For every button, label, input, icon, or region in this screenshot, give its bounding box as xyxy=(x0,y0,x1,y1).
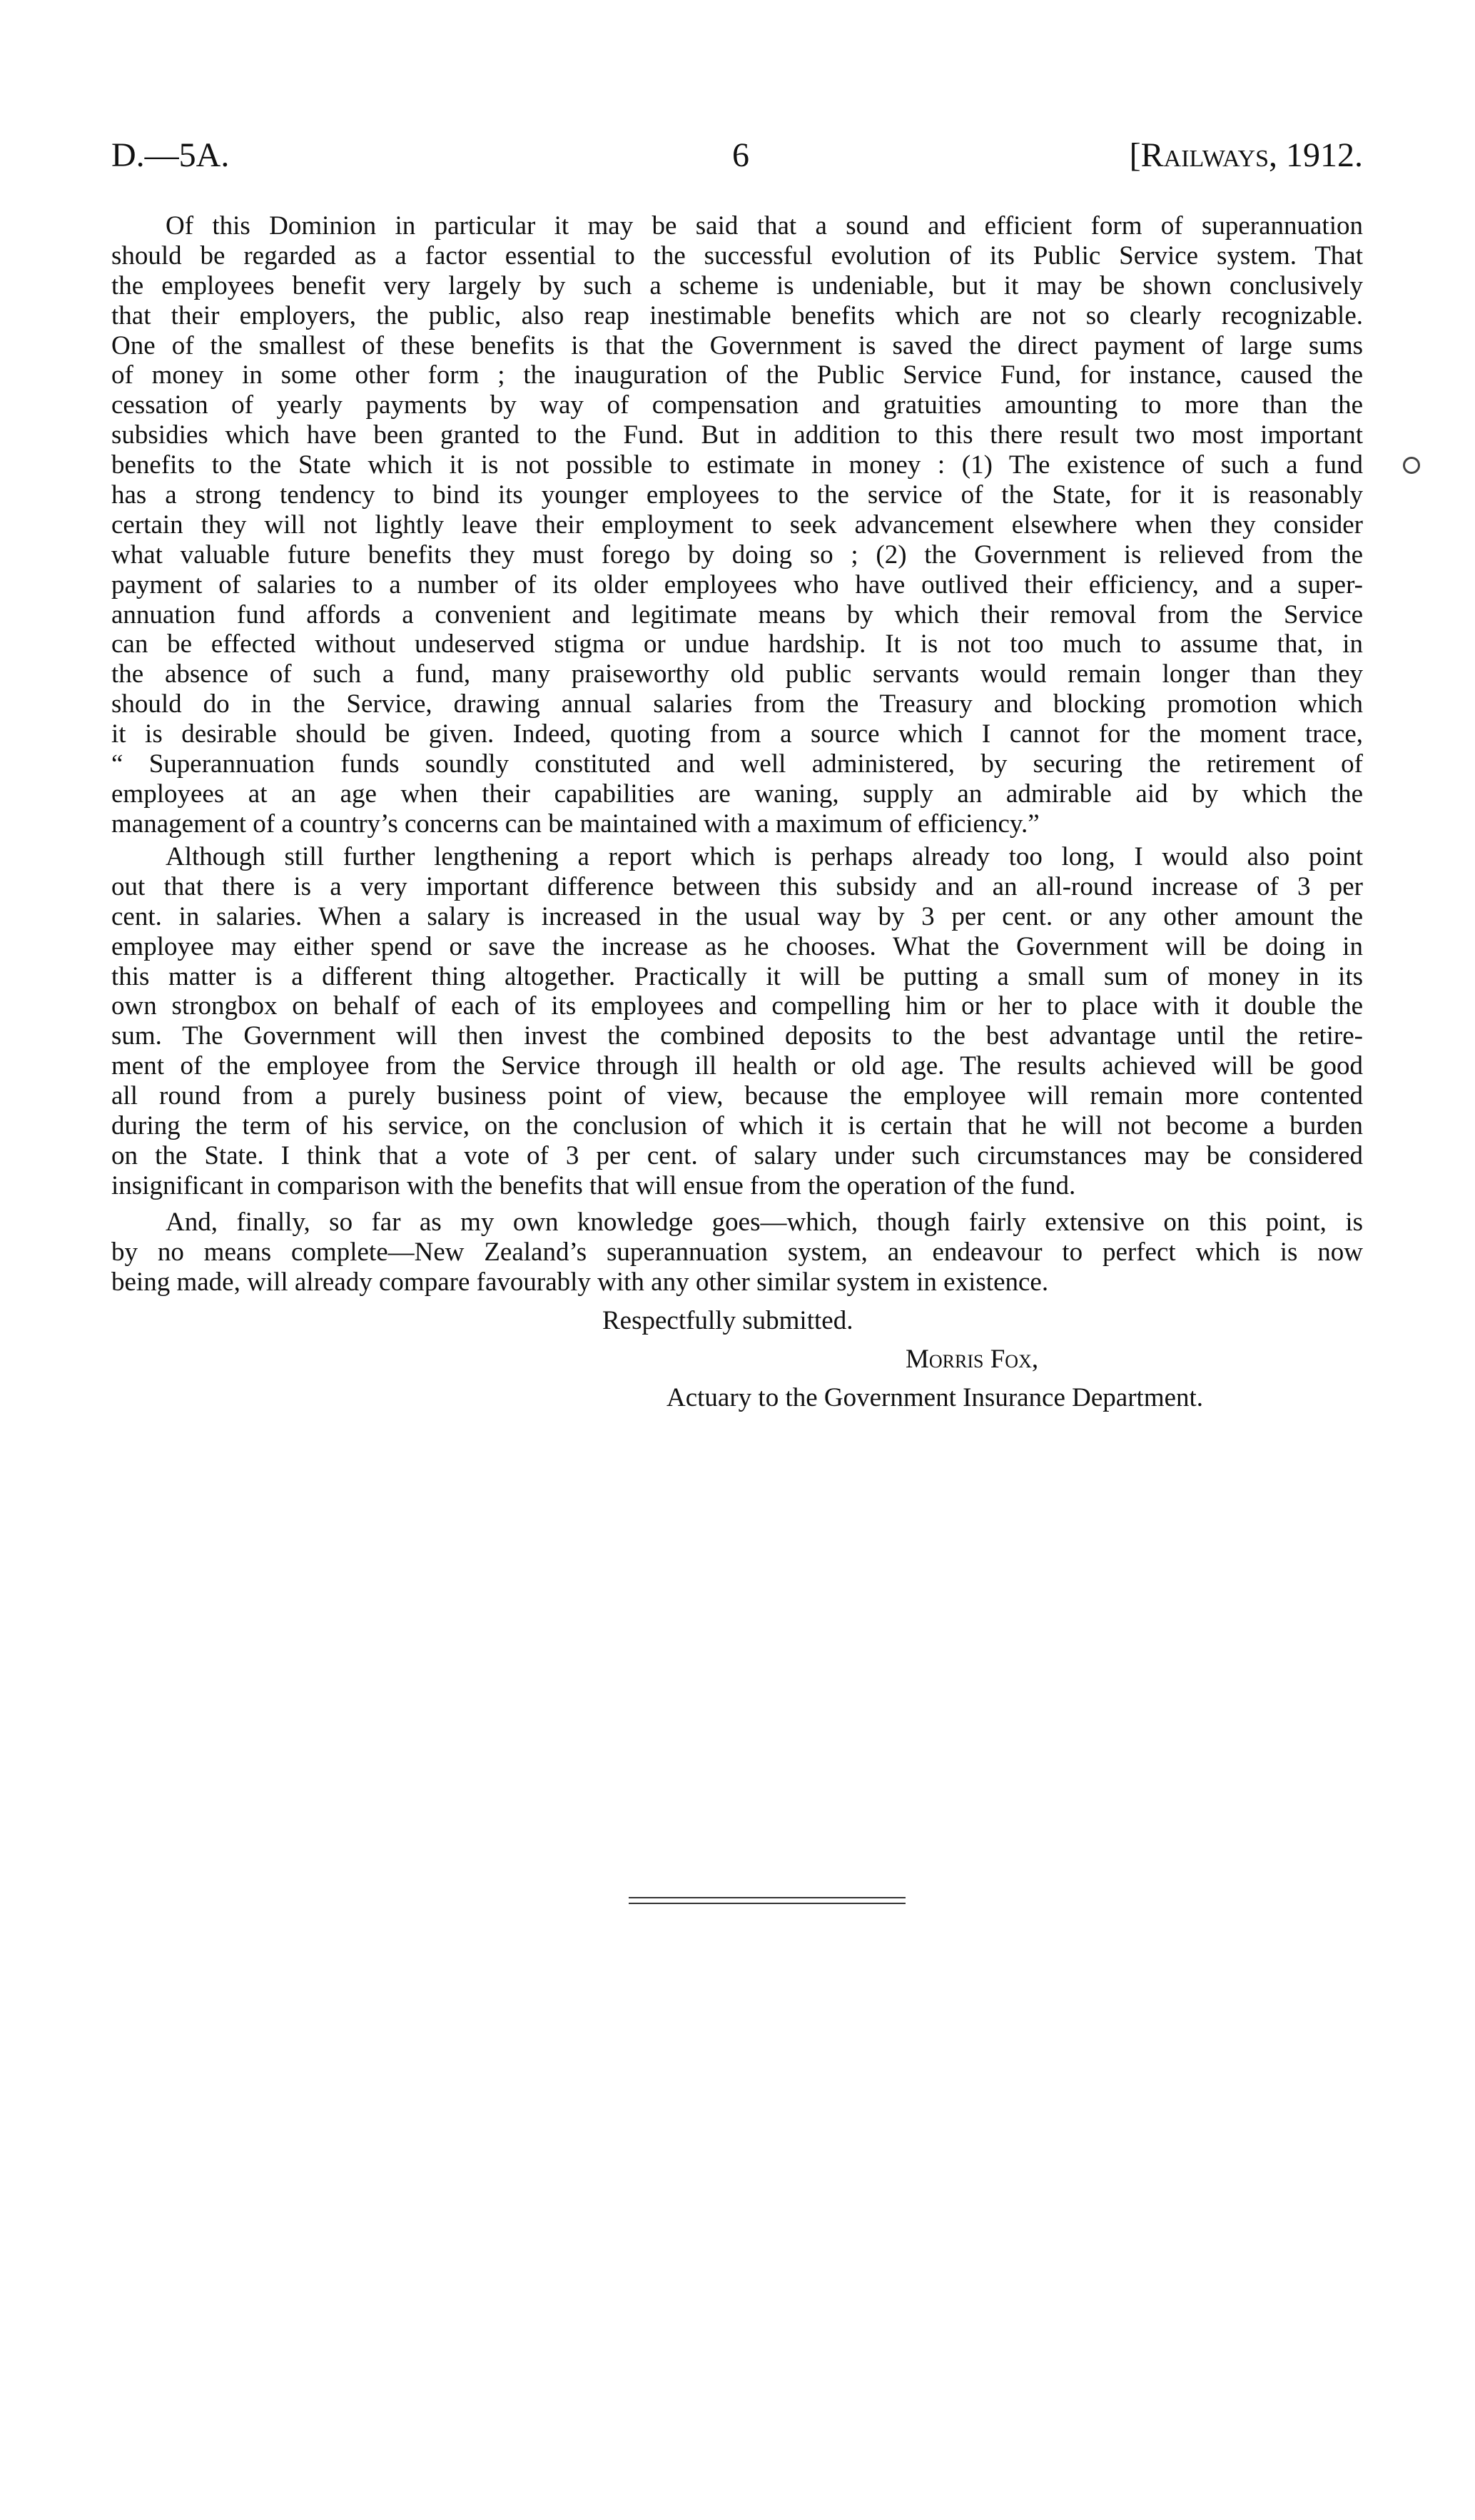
text-line: that their employers, the public, also reap inestimable benefits which are not so clearly recognizable. xyxy=(111,300,1363,330)
text-line: employees at an age when their capabilities are waning, supply an admirable aid by which the xyxy=(111,779,1363,809)
reference-number: D.—5 xyxy=(111,136,196,174)
text-line: has a strong tendency to bind its younger employees to the service of the State, for it is reasonably xyxy=(111,480,1363,510)
text-line: on the State. I think that a vote of 3 per cent. of salary under such circumstances may be considered xyxy=(111,1140,1363,1170)
text-line: can be effected without undeserved stigma or undue hardship. It is not too much to assume that, in xyxy=(111,629,1363,659)
text-line: insignificant in comparison with the benefits that will ensue from the operation of the fund. xyxy=(111,1170,1076,1200)
text-line: annuation fund affords a convenient and legitimate means by which their removal from the Service xyxy=(111,599,1363,629)
text-line: out that there is a very important difference between this subsidy and an all-round increase of 3 per xyxy=(111,871,1363,901)
text-line: the employees benefit very largely by such a scheme is undeniable, but it may be shown conclusively xyxy=(111,270,1363,300)
bracket: [ xyxy=(1129,136,1141,174)
end-rule-top xyxy=(629,1897,906,1898)
text-line: during the term of his service, on the conclusion of which it is certain that he will not become a burden xyxy=(111,1111,1363,1141)
text-line: Of this Dominion in particular it may be said that a sound and efficient form of superannuation xyxy=(166,211,1363,241)
page-number: 6 xyxy=(732,136,749,174)
running-title-text: Railways xyxy=(1140,136,1269,174)
text-line: own strongbox on behalf of each of its employees and compelling him or her to place with it double the xyxy=(111,991,1363,1021)
document-reference xyxy=(111,136,229,176)
text-line: it is desirable should be given. Indeed, quoting from a source which I cannot for the moment trace, xyxy=(111,719,1363,749)
text-line: by no means complete—New Zealand’s superannuation system, an endeavour to perfect which is now xyxy=(111,1237,1363,1267)
signatory-name: Morris Fox, xyxy=(906,1345,1039,1374)
paragraph-2 xyxy=(111,842,1363,1201)
text-line: should do in the Service, drawing annual salaries from the Treasury and blocking promotion which xyxy=(111,689,1363,719)
text-line: One of the smallest of these benefits is that the Government is saved the direct payment of large sums xyxy=(111,330,1363,360)
text-line: Although still further lengthening a report which is perhaps already too long, I would also point xyxy=(166,842,1363,871)
text-line: subsidies which have been granted to the Fund. But in addition to this there result two most important xyxy=(111,420,1363,450)
margin-mark-icon xyxy=(1403,457,1420,474)
signatory-title: Actuary to the Government Insurance Department. xyxy=(666,1383,1204,1412)
text-line: all round from a purely business point of view, because the employee will remain more contented xyxy=(111,1081,1363,1111)
text-line: of money in some other form ; the inauguration of the Public Service Fund, for instance, caused the xyxy=(111,360,1363,390)
closing: Respectfully submitted. xyxy=(602,1306,853,1335)
text-line: “ Superannuation funds soundly constituted and well administered, by securing the retirement of xyxy=(111,749,1363,779)
text-line: what valuable future benefits they must forego by doing so ; (2) the Government is relieved from the xyxy=(111,540,1363,570)
text-line: cessation of yearly payments by way of compensation and gratuities amounting to more than the xyxy=(111,390,1363,420)
text-line: being made, will already compare favourably with any other similar system in existence. xyxy=(111,1267,1049,1297)
text-line: sum. The Government will then invest the combined deposits to the best advantage until the retire- xyxy=(111,1021,1363,1051)
text-line: cent. in salaries. When a salary is increased in the usual way by 3 per cent. or any other amount the xyxy=(111,901,1363,931)
text-line: employee may either spend or save the increase as he chooses. What the Government will be doing in xyxy=(111,931,1363,961)
text-line: this matter is a different thing altogether. Practically it will be putting a small sum of money in its xyxy=(111,961,1363,991)
paragraph-1 xyxy=(111,211,1363,839)
text-line: certain they will not lightly leave their employment to seek advancement elsewhere when they consider xyxy=(111,510,1363,540)
end-rule-bottom xyxy=(629,1903,906,1904)
running-title-year: , 1912. xyxy=(1269,136,1363,174)
text-line: benefits to the State which it is not possible to estimate in money : (1) The existence of such a fund xyxy=(111,450,1363,480)
text-line: the absence of such a fund, many praiseworthy old public servants would remain longer than they xyxy=(111,659,1363,689)
text-line: should be regarded as a factor essential to the successful evolution of its Public Service system. That xyxy=(111,241,1363,270)
text-line: management of a country’s concerns can be maintained with a maximum of efficiency.” xyxy=(111,809,1040,839)
text-line: payment of salaries to a number of its older employees who have outlived their efficiency, and a super- xyxy=(111,570,1363,599)
text-line: And, finally, so far as my own knowledge goes—which, though fairly extensive on this point, is xyxy=(166,1208,1363,1237)
paragraph-3 xyxy=(111,1208,1363,1297)
running-title xyxy=(1130,136,1363,176)
reference-suffix: A. xyxy=(196,136,230,174)
text-line: ment of the employee from the Service through ill health or old age. The results achieved will be good xyxy=(111,1051,1363,1081)
